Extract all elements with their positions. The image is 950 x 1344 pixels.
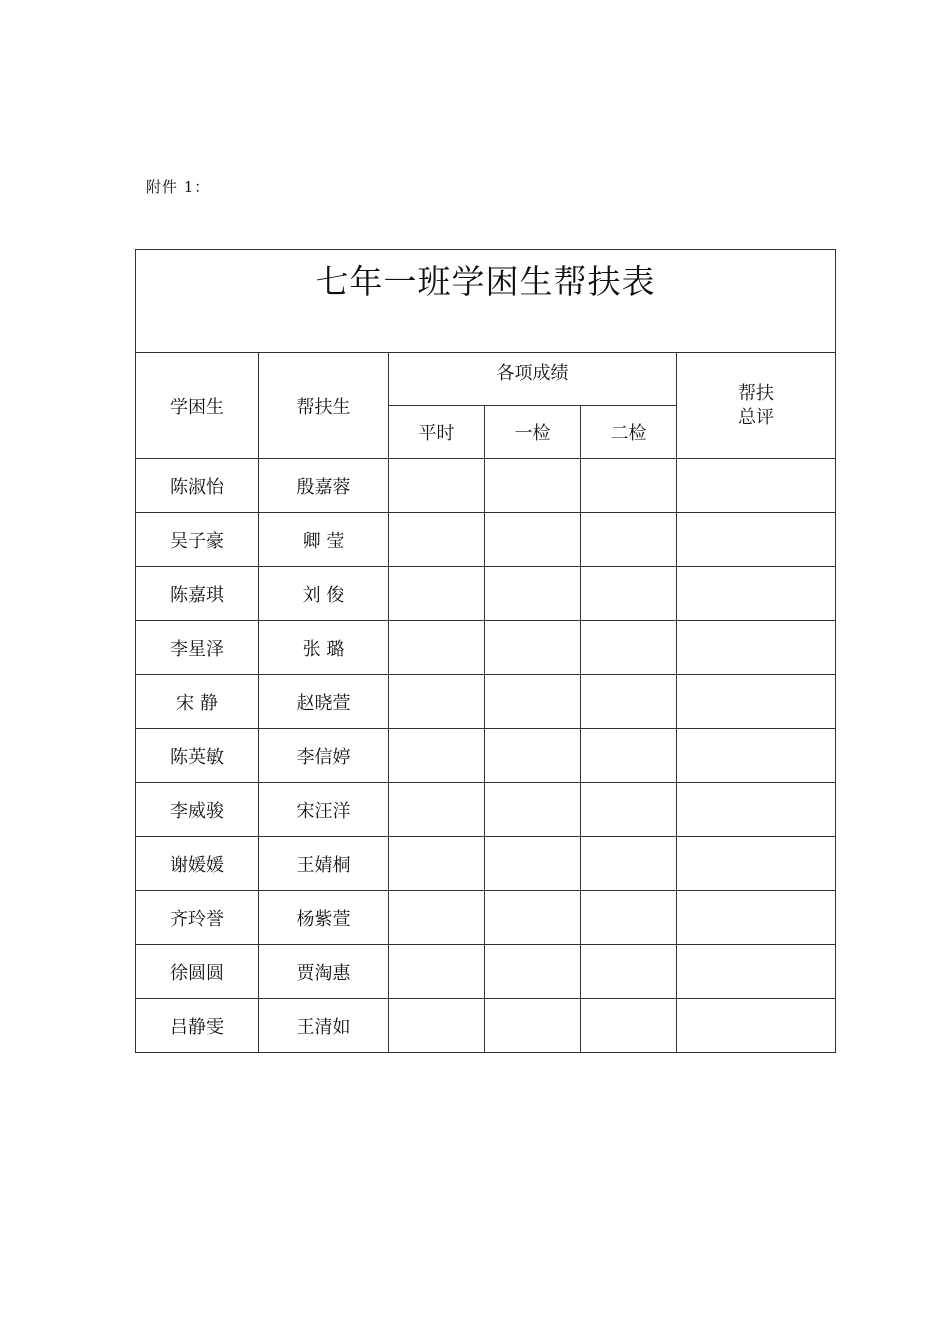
cell-exam2 <box>581 459 677 513</box>
cell-daily <box>389 999 485 1053</box>
cell-helper: 张 璐 <box>259 621 389 675</box>
cell-student: 李威骏 <box>136 783 259 837</box>
cell-exam1 <box>485 945 581 999</box>
cell-daily <box>389 729 485 783</box>
cell-evaluation <box>677 567 836 621</box>
table-row <box>136 621 836 675</box>
cell-exam2 <box>581 783 677 837</box>
table-title-cell <box>136 250 836 353</box>
cell-evaluation <box>677 945 836 999</box>
table-title: 七年一班学困生帮扶表 <box>315 262 656 301</box>
table-row <box>136 945 836 999</box>
cell-student: 徐圆圆 <box>136 945 259 999</box>
cell-exam1 <box>485 459 581 513</box>
cell-helper: 贾淘惠 <box>259 945 389 999</box>
header-evaluation <box>677 353 836 459</box>
cell-exam1 <box>485 621 581 675</box>
cell-evaluation <box>677 999 836 1053</box>
cell-exam2 <box>581 729 677 783</box>
cell-student: 吕静雯 <box>136 999 259 1053</box>
cell-helper: 宋汪洋 <box>259 783 389 837</box>
cell-student: 谢媛媛 <box>136 837 259 891</box>
cell-exam1 <box>485 837 581 891</box>
cell-daily <box>389 945 485 999</box>
cell-exam2 <box>581 567 677 621</box>
cell-exam2 <box>581 837 677 891</box>
cell-daily <box>389 675 485 729</box>
cell-daily <box>389 837 485 891</box>
cell-exam1 <box>485 729 581 783</box>
header-evaluation-line1: 帮扶 <box>738 382 775 404</box>
cell-evaluation <box>677 621 836 675</box>
cell-daily <box>389 513 485 567</box>
cell-helper: 殷嘉蓉 <box>259 459 389 513</box>
table-row <box>136 729 836 783</box>
table-row <box>136 783 836 837</box>
cell-exam2 <box>581 621 677 675</box>
cell-exam1 <box>485 891 581 945</box>
cell-exam1 <box>485 513 581 567</box>
cell-student: 齐玲誉 <box>136 891 259 945</box>
cell-helper: 杨紫萱 <box>259 891 389 945</box>
table-row <box>136 999 836 1053</box>
cell-exam2 <box>581 513 677 567</box>
cell-evaluation <box>677 783 836 837</box>
cell-exam2 <box>581 675 677 729</box>
cell-exam2 <box>581 891 677 945</box>
cell-evaluation <box>677 837 836 891</box>
cell-helper: 王清如 <box>259 999 389 1053</box>
header-evaluation-line2: 总评 <box>738 406 775 428</box>
cell-daily <box>389 459 485 513</box>
header-scores-group: 各项成绩 <box>389 353 677 406</box>
header-exam1: 一检 <box>485 406 581 459</box>
table-row <box>136 459 836 513</box>
cell-daily <box>389 891 485 945</box>
cell-evaluation <box>677 513 836 567</box>
cell-student: 宋 静 <box>136 675 259 729</box>
cell-helper: 刘 俊 <box>259 567 389 621</box>
cell-daily <box>389 567 485 621</box>
assistance-table <box>135 249 836 1053</box>
cell-evaluation <box>677 891 836 945</box>
cell-helper: 李信婷 <box>259 729 389 783</box>
table-row <box>136 675 836 729</box>
table-row <box>136 891 836 945</box>
cell-daily <box>389 621 485 675</box>
header-exam2: 二检 <box>581 406 677 459</box>
cell-exam1 <box>485 999 581 1053</box>
header-student: 学困生 <box>136 353 259 459</box>
table-row <box>136 513 836 567</box>
cell-helper: 赵晓萱 <box>259 675 389 729</box>
cell-student: 吴子豪 <box>136 513 259 567</box>
header-helper: 帮扶生 <box>259 353 389 459</box>
cell-helper: 王婧桐 <box>259 837 389 891</box>
header-daily: 平时 <box>389 406 485 459</box>
cell-student: 陈英敏 <box>136 729 259 783</box>
attachment-label: 附件 1： <box>146 178 211 196</box>
table-row <box>136 567 836 621</box>
cell-student: 陈淑怡 <box>136 459 259 513</box>
cell-exam2 <box>581 945 677 999</box>
cell-exam1 <box>485 675 581 729</box>
cell-evaluation <box>677 459 836 513</box>
cell-evaluation <box>677 729 836 783</box>
cell-daily <box>389 783 485 837</box>
cell-student: 李星泽 <box>136 621 259 675</box>
cell-evaluation <box>677 675 836 729</box>
cell-exam1 <box>485 567 581 621</box>
cell-helper: 卿 莹 <box>259 513 389 567</box>
cell-exam2 <box>581 999 677 1053</box>
table-row <box>136 837 836 891</box>
cell-exam1 <box>485 783 581 837</box>
cell-student: 陈嘉琪 <box>136 567 259 621</box>
